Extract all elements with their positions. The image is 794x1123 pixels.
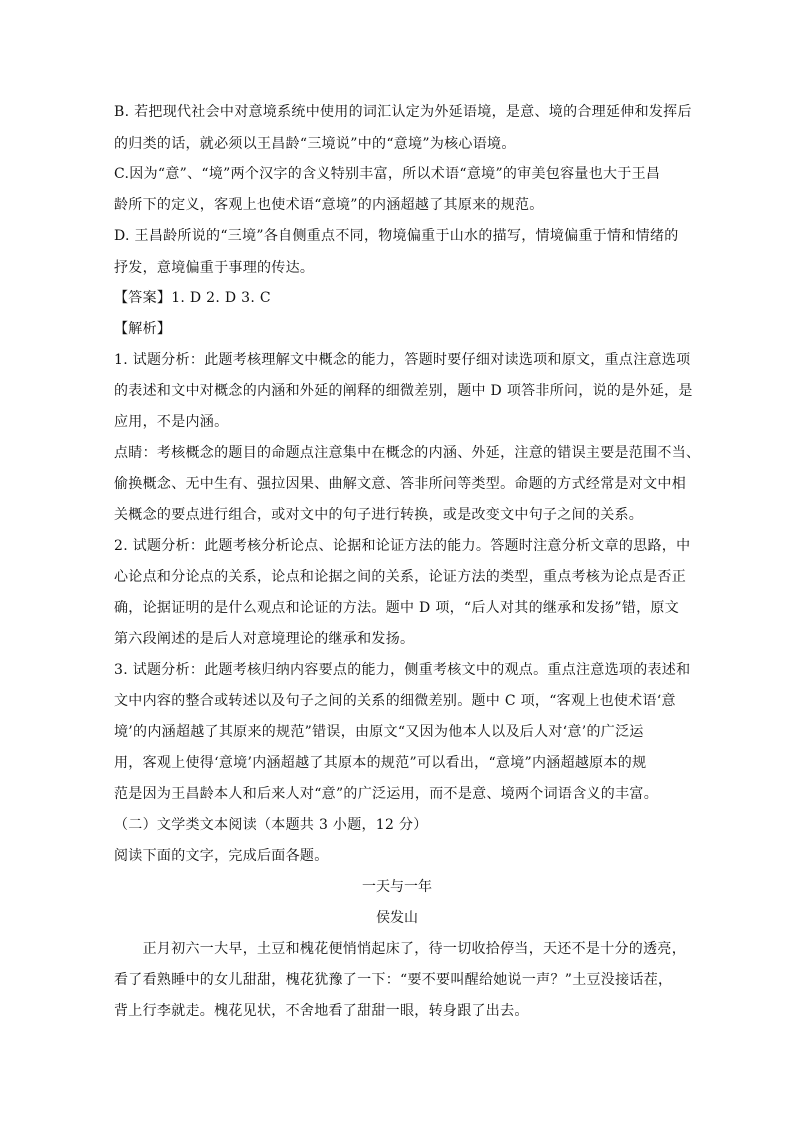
text-line: 境’的内涵超越了其原来的规范”错误，由原文“又因为他本人以及后人对‘意’的广泛运: [114, 724, 644, 740]
story-author: 侯发山: [376, 910, 418, 926]
text-line: 点睛：考核概念的题目的命题点注意集中在概念的内涵、外延，注意的错误主要是范围不当、: [114, 445, 701, 461]
text-line: 抒发，意境偏重于事理的传达。: [114, 260, 315, 276]
text-line: 3. 试题分析：此题考核归纳内容要点的能力，侧重考核文中的观点。重点注意选项的表述和: [114, 662, 691, 678]
text-line: 关概念的要点进行组合，或对文中的句子进行转换，或是改变文中句子之间的关系。: [114, 507, 644, 523]
answer-line: 【答案】1. D 2. D 3. C: [114, 290, 271, 306]
story-title: 一天与一年: [362, 879, 432, 895]
text-line: 范是因为王昌龄本人和后来人对“意”的广泛运用，而不是意、境两个词语含义的丰富。: [114, 786, 659, 802]
text-line: 确，论据证明的是什么观点和论证的方法。题中 D 项，“后人对其的继承和发扬”错，原文: [114, 600, 680, 616]
text-line: D. 王昌龄所说的“三境”各自侧重点不同，物境偏重于山水的描写，情境偏重于情和情绪的: [114, 228, 679, 244]
text-line: 心论点和分论点的关系，论点和论据之间的关系，论证方法的类型，重点考核为论点是否正: [114, 569, 686, 585]
text-line: 第六段阐述的是后人对意境理论的继承和发扬。: [114, 631, 415, 647]
text-line: B. 若把现代社会中对意境系统中使用的词汇认定为外延语境，是意、境的合理延伸和发挥后: [114, 104, 692, 120]
section-heading: （二）文学类文本阅读（本题共 3 小题，12 分）: [114, 817, 428, 833]
text-line: 1. 试题分析：此题考核理解文中概念的能力，答题时要仔细对读选项和原文，重点注意选项: [114, 352, 691, 368]
text-line: 文中内容的整合或转述以及句子之间的关系的细微差别。题中 C 项，“客观上也使术语‘意: [114, 693, 676, 709]
text-line: 的归类的话，就必须以王昌龄“三境说”中的“意境”为核心语境。: [114, 136, 516, 152]
text-line: 的表述和文中对概念的内涵和外延的阐释的细微差别，题中 D 项答非所问，说的是外延，是: [114, 383, 693, 399]
instruction-line: 阅读下面的文字，完成后面各题。: [114, 848, 329, 864]
story-line: 看了看熟睡中的女儿甜甜，槐花犹豫了一下：“要不要叫醒给她说一声？”土豆没接话茬，: [114, 972, 673, 988]
text-line: 龄所下的定义，客观上也使术语“意境”的内涵超越了其原来的规范。: [114, 197, 544, 213]
text-line: 偷换概念、无中生有、强拉因果、曲解文意、答非所问等类型。命题的方式经常是对文中相: [114, 476, 686, 492]
text-line: 用，客观上使得‘意境’内涵超越了其原本的规范”可以看出，“意境”内涵超越原本的规: [114, 755, 647, 771]
text-line: C.因为“意”、“境”两个汉字的含义特别丰富，所以术语“意境”的审美包容量也大于王昌: [114, 166, 661, 182]
story-line: 背上行李就走。槐花见状，不舍地看了甜甜一眼，转身跟了出去。: [114, 1003, 529, 1019]
text-line: 2. 试题分析：此题考核分析论点、论据和论证方法的能力。答题时注意分析文章的思路，中: [114, 538, 691, 554]
analysis-heading: 【解析】: [114, 321, 172, 337]
text-line: 应用，不是内涵。: [114, 414, 229, 430]
story-line: 正月初六一大早，土豆和槐花便悄悄起床了，待一切收拾停当，天还不是十分的透亮，: [114, 941, 686, 957]
